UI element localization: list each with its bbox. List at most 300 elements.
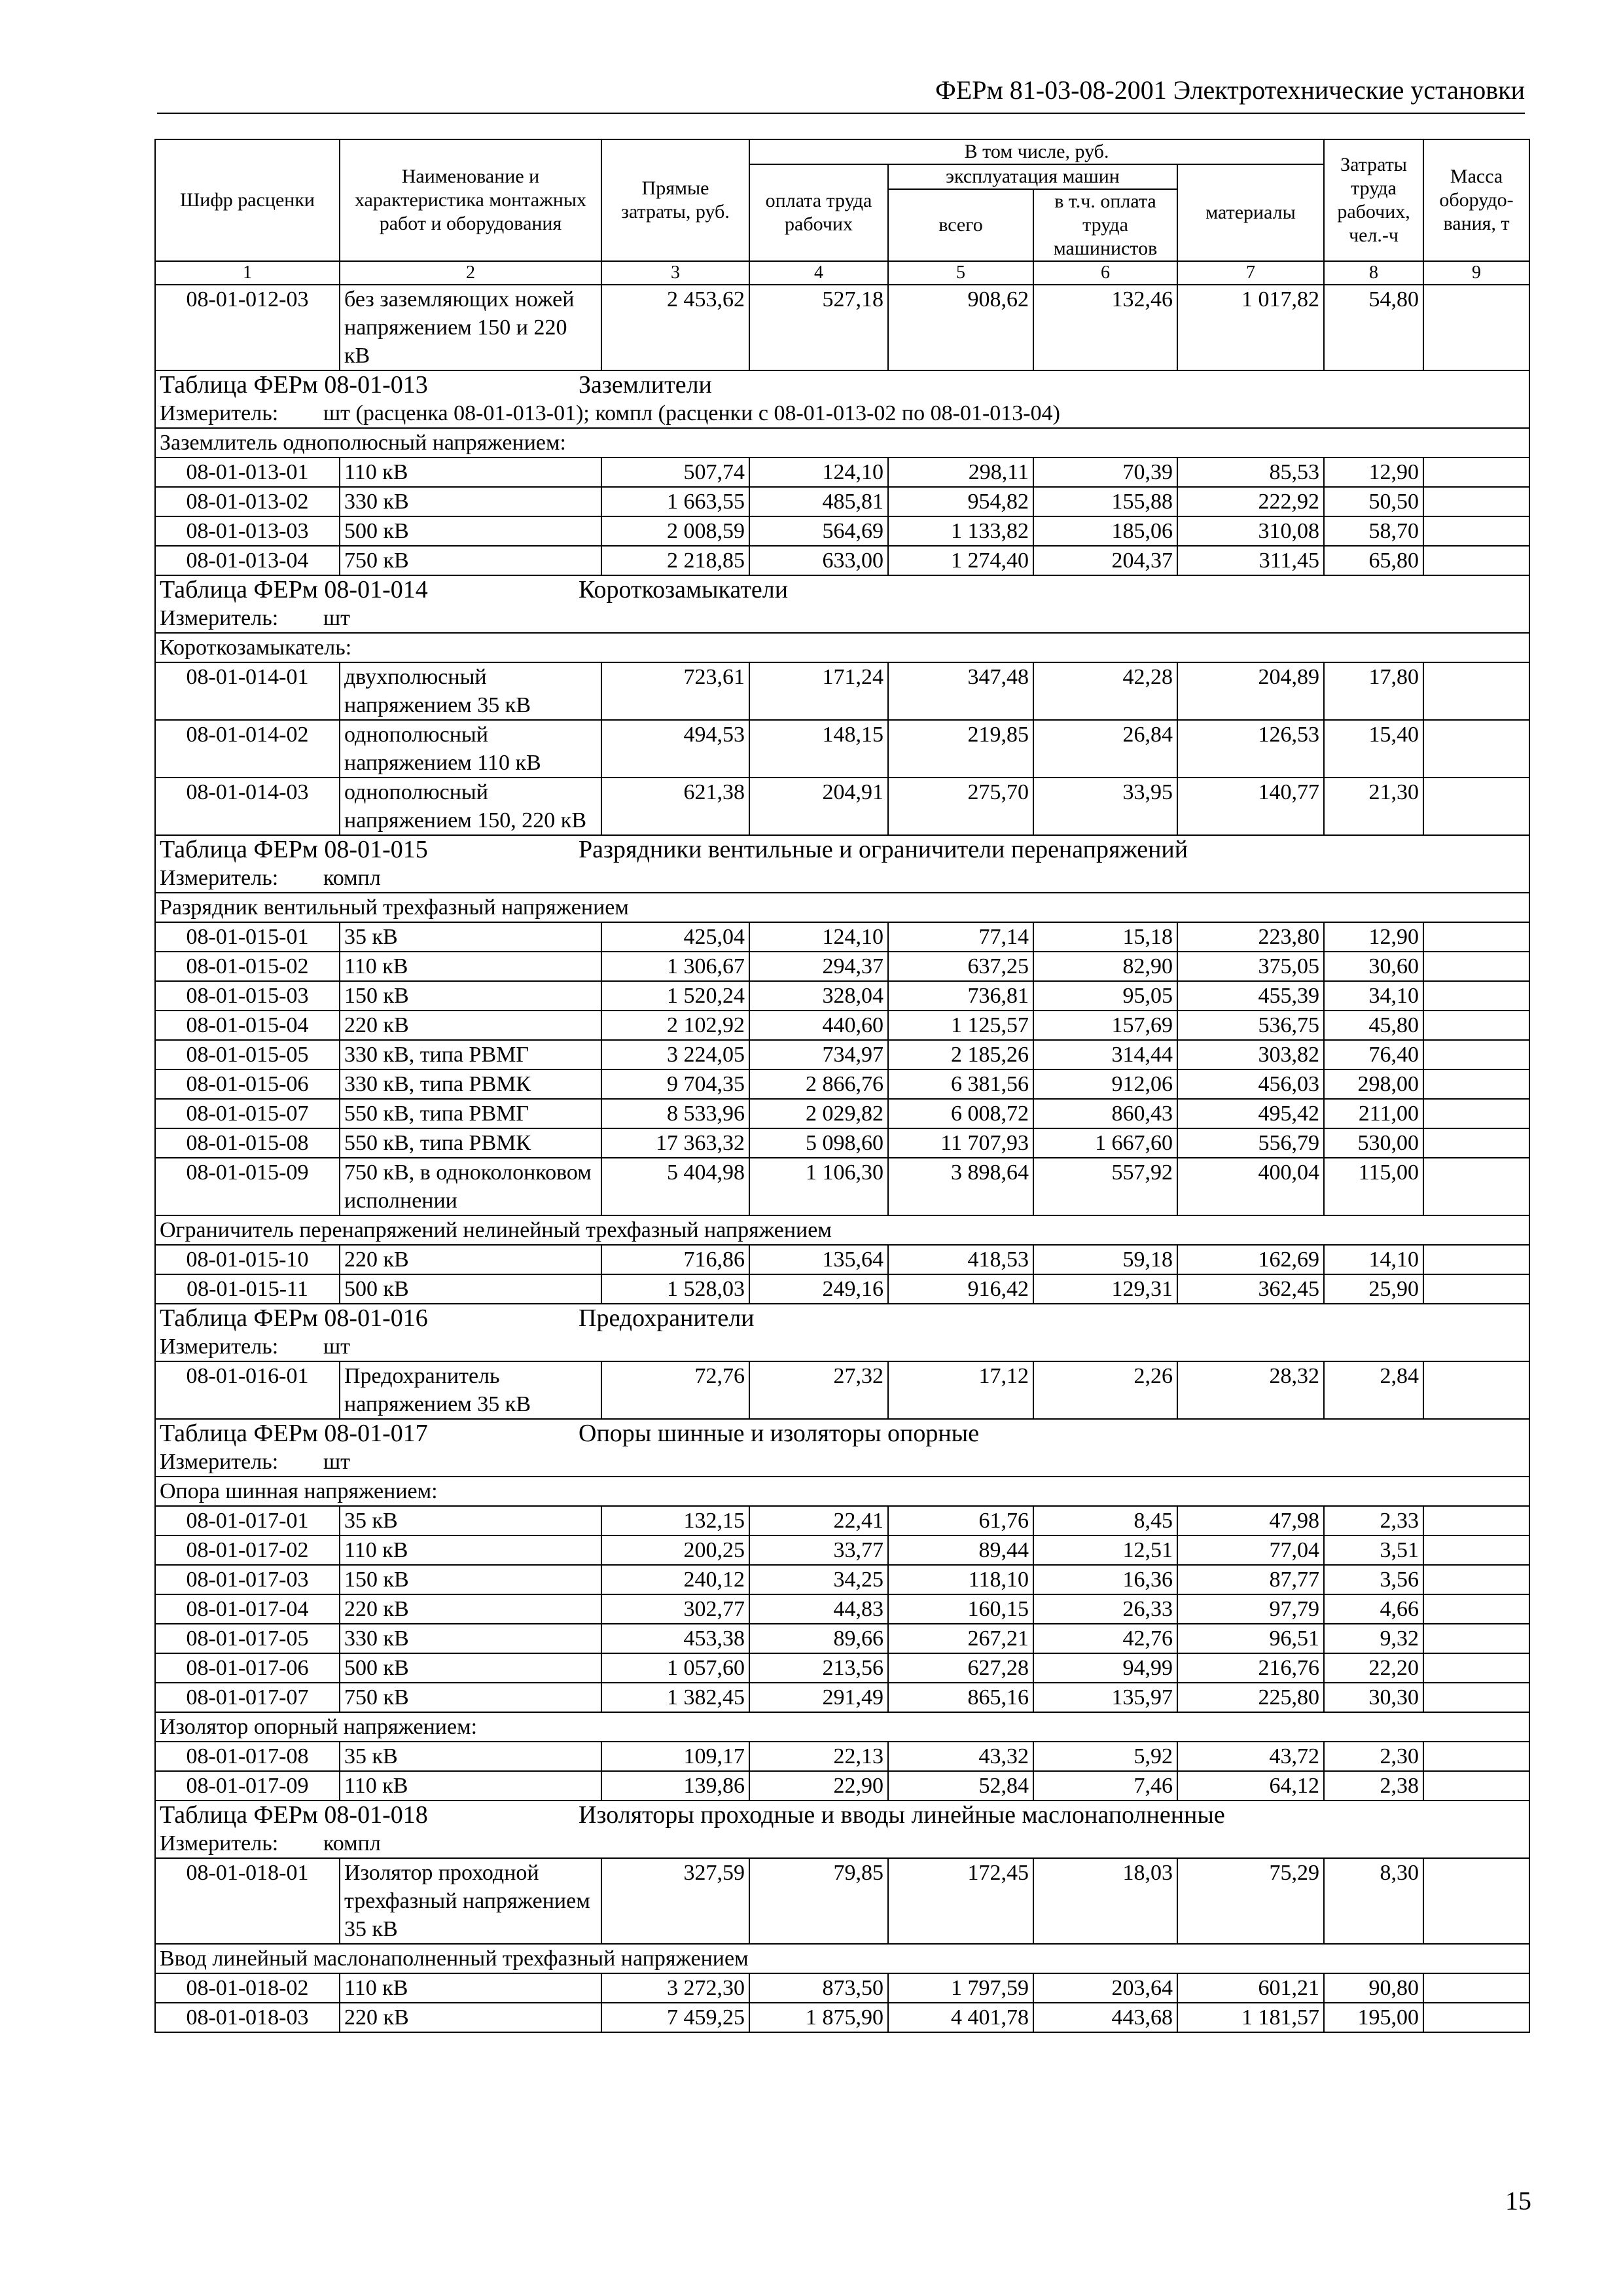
- materials-cell: 311,45: [1177, 546, 1324, 575]
- measure-value: шт (расценка 08-01-013-01); компл (расценки с 08-01-013-02 по 08-01-013-04): [323, 401, 1060, 425]
- table-row: [155, 1683, 1529, 1712]
- materials-cell: 310,08: [1177, 516, 1324, 546]
- table-section-title: [155, 575, 1529, 604]
- measure-unit: [155, 604, 1529, 633]
- machines-total-cell: 160,15: [888, 1594, 1033, 1624]
- measure-row: [155, 604, 1529, 633]
- labor-hours-cell: 12,90: [1324, 922, 1423, 952]
- direct-cost-cell: 72,76: [601, 1361, 749, 1419]
- rate-name-cell: 35 кВ: [340, 1742, 601, 1771]
- group-heading: Опора шинная напряжением:: [155, 1477, 1529, 1506]
- rate-name-cell: 550 кВ, типа РВМК: [340, 1128, 601, 1158]
- machines-total-cell: 17,12: [888, 1361, 1033, 1419]
- machinists-pay-cell: 132,46: [1033, 285, 1177, 370]
- group-heading-row: [155, 1944, 1529, 1973]
- mass-cell: [1423, 1274, 1529, 1304]
- col-header-machines: эксплуатация машин: [888, 164, 1177, 189]
- labor-pay-cell: 124,10: [749, 457, 888, 487]
- table-row: [155, 1158, 1529, 1215]
- machinists-pay-cell: 70,39: [1033, 457, 1177, 487]
- materials-cell: 216,76: [1177, 1653, 1324, 1683]
- direct-cost-cell: 507,74: [601, 457, 749, 487]
- direct-cost-cell: 1 520,24: [601, 981, 749, 1011]
- direct-cost-cell: 302,77: [601, 1594, 749, 1624]
- direct-cost-cell: 139,86: [601, 1771, 749, 1801]
- column-number: 1: [155, 261, 340, 285]
- machinists-pay-cell: 95,05: [1033, 981, 1177, 1011]
- rate-code-cell: 08-01-015-01: [155, 922, 340, 952]
- direct-cost-cell: 109,17: [601, 1742, 749, 1771]
- labor-pay-cell: 1 875,90: [749, 2003, 888, 2032]
- group-heading-row: [155, 893, 1529, 922]
- rate-name-cell: 35 кВ: [340, 922, 601, 952]
- machines-total-cell: 1 125,57: [888, 1011, 1033, 1040]
- direct-cost-cell: 425,04: [601, 922, 749, 952]
- machines-total-cell: 637,25: [888, 952, 1033, 981]
- table-row: [155, 1274, 1529, 1304]
- table-row: [155, 1973, 1529, 2003]
- rate-code-cell: 08-01-015-10: [155, 1245, 340, 1274]
- table-section-title-row: [155, 1801, 1529, 1829]
- labor-hours-cell: 14,10: [1324, 1245, 1423, 1274]
- machines-total-cell: 6 381,56: [888, 1069, 1033, 1099]
- group-heading-row: [155, 428, 1529, 457]
- direct-cost-cell: 723,61: [601, 662, 749, 720]
- rate-name-cell: 110 кВ: [340, 1535, 601, 1565]
- materials-cell: 400,04: [1177, 1158, 1324, 1215]
- machinists-pay-cell: 26,84: [1033, 720, 1177, 778]
- machinists-pay-cell: 42,76: [1033, 1624, 1177, 1653]
- direct-cost-cell: 716,86: [601, 1245, 749, 1274]
- table-section-title-row: [155, 370, 1529, 399]
- labor-pay-cell: 89,66: [749, 1624, 888, 1653]
- table-row: [155, 1535, 1529, 1565]
- materials-cell: 96,51: [1177, 1624, 1324, 1653]
- machines-total-cell: 954,82: [888, 487, 1033, 516]
- materials-cell: 375,05: [1177, 952, 1324, 981]
- rate-code-cell: 08-01-017-09: [155, 1771, 340, 1801]
- table-row: [155, 922, 1529, 952]
- mass-cell: [1423, 1158, 1529, 1215]
- mass-cell: [1423, 516, 1529, 546]
- machinists-pay-cell: 26,33: [1033, 1594, 1177, 1624]
- machines-total-cell: 61,76: [888, 1506, 1033, 1535]
- group-heading: Короткозамыкатель:: [155, 633, 1529, 662]
- measure-unit: [155, 1829, 1529, 1858]
- rate-name-cell: 750 кВ, в одноколонковом исполнении: [340, 1158, 601, 1215]
- labor-hours-cell: 3,51: [1324, 1535, 1423, 1565]
- rate-name-cell: 110 кВ: [340, 952, 601, 981]
- table-section-number: Таблица ФЕРм 08-01-015: [160, 836, 428, 863]
- materials-cell: 601,21: [1177, 1973, 1324, 2003]
- table-section-title-row: [155, 835, 1529, 864]
- machines-total-cell: 6 008,72: [888, 1099, 1033, 1128]
- mass-cell: [1423, 1594, 1529, 1624]
- table-body: [155, 285, 1529, 2032]
- rate-code-cell: 08-01-017-07: [155, 1683, 340, 1712]
- measure-label: Измеритель:: [160, 1450, 279, 1474]
- direct-cost-cell: 1 528,03: [601, 1274, 749, 1304]
- labor-hours-cell: 530,00: [1324, 1128, 1423, 1158]
- labor-hours-cell: 30,60: [1324, 952, 1423, 981]
- rate-code-cell: 08-01-018-02: [155, 1973, 340, 2003]
- table-row: [155, 1858, 1529, 1944]
- machinists-pay-cell: 443,68: [1033, 2003, 1177, 2032]
- measure-value: шт: [323, 606, 351, 630]
- materials-cell: 77,04: [1177, 1535, 1324, 1565]
- direct-cost-cell: 327,59: [601, 1858, 749, 1944]
- rate-code-cell: 08-01-016-01: [155, 1361, 340, 1419]
- labor-hours-cell: 2,33: [1324, 1506, 1423, 1535]
- table-section-number: Таблица ФЕРм 08-01-018: [160, 1801, 428, 1829]
- group-heading-row: [155, 1477, 1529, 1506]
- machinists-pay-cell: 135,97: [1033, 1683, 1177, 1712]
- rate-name-cell: 35 кВ: [340, 1506, 601, 1535]
- mass-cell: [1423, 952, 1529, 981]
- group-heading: Заземлитель однополюсный напряжением:: [155, 428, 1529, 457]
- col-header-code: Шифр расценки: [155, 139, 340, 261]
- mass-cell: [1423, 1069, 1529, 1099]
- machines-total-cell: 77,14: [888, 922, 1033, 952]
- rate-name-cell: 150 кВ: [340, 1565, 601, 1594]
- mass-cell: [1423, 981, 1529, 1011]
- rate-name-cell: двухполюсный напряжением 35 кВ: [340, 662, 601, 720]
- mass-cell: [1423, 1565, 1529, 1594]
- labor-pay-cell: 1 106,30: [749, 1158, 888, 1215]
- rate-name-cell: 330 кВ, типа РВМК: [340, 1069, 601, 1099]
- materials-cell: 225,80: [1177, 1683, 1324, 1712]
- group-heading: Разрядник вентильный трехфазный напряжением: [155, 893, 1529, 922]
- materials-cell: 455,39: [1177, 981, 1324, 1011]
- mass-cell: [1423, 922, 1529, 952]
- rate-name-cell: 500 кВ: [340, 516, 601, 546]
- machinists-pay-cell: 18,03: [1033, 1858, 1177, 1944]
- labor-hours-cell: 58,70: [1324, 516, 1423, 546]
- col-header-name: Наименование и характеристика монтажных работ и оборудования: [340, 139, 601, 261]
- materials-cell: 536,75: [1177, 1011, 1324, 1040]
- direct-cost-cell: 1 057,60: [601, 1653, 749, 1683]
- rate-code-cell: 08-01-018-03: [155, 2003, 340, 2032]
- group-heading: Ввод линейный маслонаполненный трехфазный напряжением: [155, 1944, 1529, 1973]
- mass-cell: [1423, 1771, 1529, 1801]
- materials-cell: 303,82: [1177, 1040, 1324, 1069]
- labor-pay-cell: 2 029,82: [749, 1099, 888, 1128]
- rate-code-cell: 08-01-017-03: [155, 1565, 340, 1594]
- column-number: 9: [1423, 261, 1529, 285]
- rate-code-cell: 08-01-015-05: [155, 1040, 340, 1069]
- table-section-title-row: [155, 1304, 1529, 1333]
- measure-row: [155, 1448, 1529, 1477]
- machinists-pay-cell: 7,46: [1033, 1771, 1177, 1801]
- table-section-name: Разрядники вентильные и ограничители перенапряжений: [579, 836, 1188, 863]
- col-header-materials: материалы: [1177, 164, 1324, 261]
- machinists-pay-cell: 16,36: [1033, 1565, 1177, 1594]
- rate-code-cell: 08-01-013-04: [155, 546, 340, 575]
- measure-label: Измеритель:: [160, 866, 279, 890]
- mass-cell: [1423, 546, 1529, 575]
- machines-total-cell: 298,11: [888, 457, 1033, 487]
- labor-pay-cell: 27,32: [749, 1361, 888, 1419]
- rate-code-cell: 08-01-015-02: [155, 952, 340, 981]
- direct-cost-cell: 494,53: [601, 720, 749, 778]
- table-row: [155, 1245, 1529, 1274]
- machines-total-cell: 418,53: [888, 1245, 1033, 1274]
- table-row: [155, 285, 1529, 370]
- rate-name-cell: 750 кВ: [340, 546, 601, 575]
- machinists-pay-cell: 912,06: [1033, 1069, 1177, 1099]
- direct-cost-cell: 3 272,30: [601, 1973, 749, 2003]
- direct-cost-cell: 453,38: [601, 1624, 749, 1653]
- machines-total-cell: 3 898,64: [888, 1158, 1033, 1215]
- group-heading-row: [155, 633, 1529, 662]
- col-header-machinists-pay: в т.ч. оплата труда машинистов: [1033, 189, 1177, 261]
- table-head: [155, 139, 1529, 285]
- labor-hours-cell: 15,40: [1324, 720, 1423, 778]
- labor-hours-cell: 4,66: [1324, 1594, 1423, 1624]
- mass-cell: [1423, 2003, 1529, 2032]
- machinists-pay-cell: 12,51: [1033, 1535, 1177, 1565]
- mass-cell: [1423, 1099, 1529, 1128]
- table-section-title: [155, 1419, 1529, 1448]
- labor-pay-cell: 734,97: [749, 1040, 888, 1069]
- direct-cost-cell: 8 533,96: [601, 1099, 749, 1128]
- measure-row: [155, 864, 1529, 893]
- mass-cell: [1423, 487, 1529, 516]
- labor-pay-cell: 124,10: [749, 922, 888, 952]
- direct-cost-cell: 2 008,59: [601, 516, 749, 546]
- rate-code-cell: 08-01-017-08: [155, 1742, 340, 1771]
- machinists-pay-cell: 203,64: [1033, 1973, 1177, 2003]
- labor-hours-cell: 50,50: [1324, 487, 1423, 516]
- rate-code-cell: 08-01-014-01: [155, 662, 340, 720]
- measure-row: [155, 1829, 1529, 1858]
- labor-hours-cell: 2,38: [1324, 1771, 1423, 1801]
- mass-cell: [1423, 1742, 1529, 1771]
- rate-code-cell: 08-01-014-03: [155, 778, 340, 835]
- labor-pay-cell: 22,41: [749, 1506, 888, 1535]
- table-section-number: Таблица ФЕРм 08-01-014: [160, 576, 428, 603]
- table-section-name: Предохранители: [579, 1304, 755, 1332]
- materials-cell: 556,79: [1177, 1128, 1324, 1158]
- rate-name-cell: 220 кВ: [340, 2003, 601, 2032]
- machines-total-cell: 2 185,26: [888, 1040, 1033, 1069]
- table-row: [155, 1594, 1529, 1624]
- rate-code-cell: 08-01-017-04: [155, 1594, 340, 1624]
- rate-name-cell: 220 кВ: [340, 1594, 601, 1624]
- materials-cell: 456,03: [1177, 1069, 1324, 1099]
- rate-code-cell: 08-01-015-04: [155, 1011, 340, 1040]
- mass-cell: [1423, 1011, 1529, 1040]
- labor-pay-cell: 291,49: [749, 1683, 888, 1712]
- rate-name-cell: однополюсный напряжением 150, 220 кВ: [340, 778, 601, 835]
- machines-total-cell: 118,10: [888, 1565, 1033, 1594]
- labor-pay-cell: 148,15: [749, 720, 888, 778]
- rate-code-cell: 08-01-013-01: [155, 457, 340, 487]
- machinists-pay-cell: 15,18: [1033, 922, 1177, 952]
- labor-hours-cell: 8,30: [1324, 1858, 1423, 1944]
- rate-code-cell: 08-01-015-08: [155, 1128, 340, 1158]
- machines-total-cell: 736,81: [888, 981, 1033, 1011]
- table-row: [155, 1040, 1529, 1069]
- direct-cost-cell: 5 404,98: [601, 1158, 749, 1215]
- mass-cell: [1423, 1128, 1529, 1158]
- rate-name-cell: 110 кВ: [340, 457, 601, 487]
- labor-pay-cell: 2 866,76: [749, 1069, 888, 1099]
- rate-code-cell: 08-01-015-09: [155, 1158, 340, 1215]
- table-row: [155, 1361, 1529, 1419]
- direct-cost-cell: 2 453,62: [601, 285, 749, 370]
- table-row: [155, 1653, 1529, 1683]
- labor-hours-cell: 17,80: [1324, 662, 1423, 720]
- column-number: 2: [340, 261, 601, 285]
- labor-hours-cell: 195,00: [1324, 2003, 1423, 2032]
- machinists-pay-cell: 204,37: [1033, 546, 1177, 575]
- labor-hours-cell: 45,80: [1324, 1011, 1423, 1040]
- mass-cell: [1423, 1683, 1529, 1712]
- column-number: 5: [888, 261, 1033, 285]
- materials-cell: 43,72: [1177, 1742, 1324, 1771]
- machinists-pay-cell: 860,43: [1033, 1099, 1177, 1128]
- machines-total-cell: 4 401,78: [888, 2003, 1033, 2032]
- rate-name-cell: 220 кВ: [340, 1011, 601, 1040]
- measure-label: Измеритель:: [160, 401, 279, 425]
- direct-cost-cell: 17 363,32: [601, 1128, 749, 1158]
- mass-cell: [1423, 285, 1529, 370]
- machines-total-cell: 1 797,59: [888, 1973, 1033, 2003]
- measure-label: Измеритель:: [160, 1335, 279, 1359]
- labor-pay-cell: 873,50: [749, 1973, 888, 2003]
- mass-cell: [1423, 1858, 1529, 1944]
- column-number: 7: [1177, 261, 1324, 285]
- labor-pay-cell: 34,25: [749, 1565, 888, 1594]
- rate-name-cell: 110 кВ: [340, 1973, 601, 2003]
- machinists-pay-cell: 314,44: [1033, 1040, 1177, 1069]
- page-number: 15: [1505, 2186, 1531, 2215]
- rate-name-cell: Предохранитель напряжением 35 кВ: [340, 1361, 601, 1419]
- mass-cell: [1423, 457, 1529, 487]
- rate-name-cell: без заземляющих ножей напряжением 150 и 220 кВ: [340, 285, 601, 370]
- rate-code-cell: 08-01-015-03: [155, 981, 340, 1011]
- group-heading-row: [155, 1712, 1529, 1742]
- materials-cell: 223,80: [1177, 922, 1324, 952]
- materials-cell: 495,42: [1177, 1099, 1324, 1128]
- materials-cell: 140,77: [1177, 778, 1324, 835]
- machinists-pay-cell: 155,88: [1033, 487, 1177, 516]
- labor-hours-cell: 30,30: [1324, 1683, 1423, 1712]
- mass-cell: [1423, 1506, 1529, 1535]
- column-number: 6: [1033, 261, 1177, 285]
- measure-unit: [155, 1333, 1529, 1361]
- labor-hours-cell: 54,80: [1324, 285, 1423, 370]
- mass-cell: [1423, 1624, 1529, 1653]
- col-header-direct-costs: Прямые затраты, руб.: [601, 139, 749, 261]
- running-header: ФЕРм 81-03-08-2001 Электротехнические установки: [157, 73, 1525, 114]
- labor-hours-cell: 211,00: [1324, 1099, 1423, 1128]
- table-row: [155, 516, 1529, 546]
- measure-row: [155, 1333, 1529, 1361]
- machines-total-cell: 908,62: [888, 285, 1033, 370]
- labor-pay-cell: 135,64: [749, 1245, 888, 1274]
- rate-name-cell: 500 кВ: [340, 1274, 601, 1304]
- machines-total-cell: 347,48: [888, 662, 1033, 720]
- labor-pay-cell: 44,83: [749, 1594, 888, 1624]
- labor-hours-cell: 12,90: [1324, 457, 1423, 487]
- col-header-labor-pay: оплата труда рабочих: [749, 164, 888, 261]
- direct-cost-cell: 1 306,67: [601, 952, 749, 981]
- measure-unit: [155, 1448, 1529, 1477]
- machines-total-cell: 89,44: [888, 1535, 1033, 1565]
- labor-hours-cell: 25,90: [1324, 1274, 1423, 1304]
- labor-pay-cell: 22,90: [749, 1771, 888, 1801]
- machines-total-cell: 11 707,93: [888, 1128, 1033, 1158]
- table-row: [155, 1099, 1529, 1128]
- rate-name-cell: Изолятор проходной трехфазный напряжением 35 кВ: [340, 1858, 601, 1944]
- table-row: [155, 487, 1529, 516]
- labor-hours-cell: 115,00: [1324, 1158, 1423, 1215]
- rate-code-cell: 08-01-014-02: [155, 720, 340, 778]
- materials-cell: 87,77: [1177, 1565, 1324, 1594]
- measure-label: Измеритель:: [160, 606, 279, 630]
- group-heading-row: [155, 1215, 1529, 1245]
- table-row: [155, 778, 1529, 835]
- machinists-pay-cell: 2,26: [1033, 1361, 1177, 1419]
- measure-label: Измеритель:: [160, 1831, 279, 1856]
- labor-hours-cell: 3,56: [1324, 1565, 1423, 1594]
- table-row: [155, 1624, 1529, 1653]
- table-row: [155, 1506, 1529, 1535]
- measure-row: [155, 399, 1529, 428]
- labor-pay-cell: 213,56: [749, 1653, 888, 1683]
- table-row: [155, 1128, 1529, 1158]
- table-section-number: Таблица ФЕРм 08-01-017: [160, 1420, 428, 1447]
- machines-total-cell: 275,70: [888, 778, 1033, 835]
- labor-pay-cell: 527,18: [749, 285, 888, 370]
- rate-code-cell: 08-01-013-03: [155, 516, 340, 546]
- machines-total-cell: 916,42: [888, 1274, 1033, 1304]
- labor-pay-cell: 328,04: [749, 981, 888, 1011]
- column-numbers-row: [155, 261, 1529, 285]
- labor-hours-cell: 22,20: [1324, 1653, 1423, 1683]
- table-section-title: [155, 370, 1529, 399]
- materials-cell: 222,92: [1177, 487, 1324, 516]
- materials-cell: 97,79: [1177, 1594, 1324, 1624]
- table-row: [155, 981, 1529, 1011]
- col-header-labor: Затраты труда рабочих, чел.-ч: [1324, 139, 1423, 261]
- rate-code-cell: 08-01-013-02: [155, 487, 340, 516]
- rate-name-cell: 220 кВ: [340, 1245, 601, 1274]
- direct-cost-cell: 132,15: [601, 1506, 749, 1535]
- machinists-pay-cell: 82,90: [1033, 952, 1177, 981]
- machines-total-cell: 267,21: [888, 1624, 1033, 1653]
- column-number: 4: [749, 261, 888, 285]
- machines-total-cell: 219,85: [888, 720, 1033, 778]
- materials-cell: 162,69: [1177, 1245, 1324, 1274]
- machinists-pay-cell: 1 667,60: [1033, 1128, 1177, 1158]
- labor-pay-cell: 33,77: [749, 1535, 888, 1565]
- direct-cost-cell: 621,38: [601, 778, 749, 835]
- table-row: [155, 1011, 1529, 1040]
- machinists-pay-cell: 5,92: [1033, 1742, 1177, 1771]
- table-section-number: Таблица ФЕРм 08-01-013: [160, 371, 428, 399]
- machines-total-cell: 43,32: [888, 1742, 1033, 1771]
- machinists-pay-cell: 557,92: [1033, 1158, 1177, 1215]
- group-heading: Ограничитель перенапряжений нелинейный трехфазный напряжением: [155, 1215, 1529, 1245]
- labor-hours-cell: 76,40: [1324, 1040, 1423, 1069]
- materials-cell: 28,32: [1177, 1361, 1324, 1419]
- measure-unit: [155, 864, 1529, 893]
- labor-pay-cell: 204,91: [749, 778, 888, 835]
- machines-total-cell: 52,84: [888, 1771, 1033, 1801]
